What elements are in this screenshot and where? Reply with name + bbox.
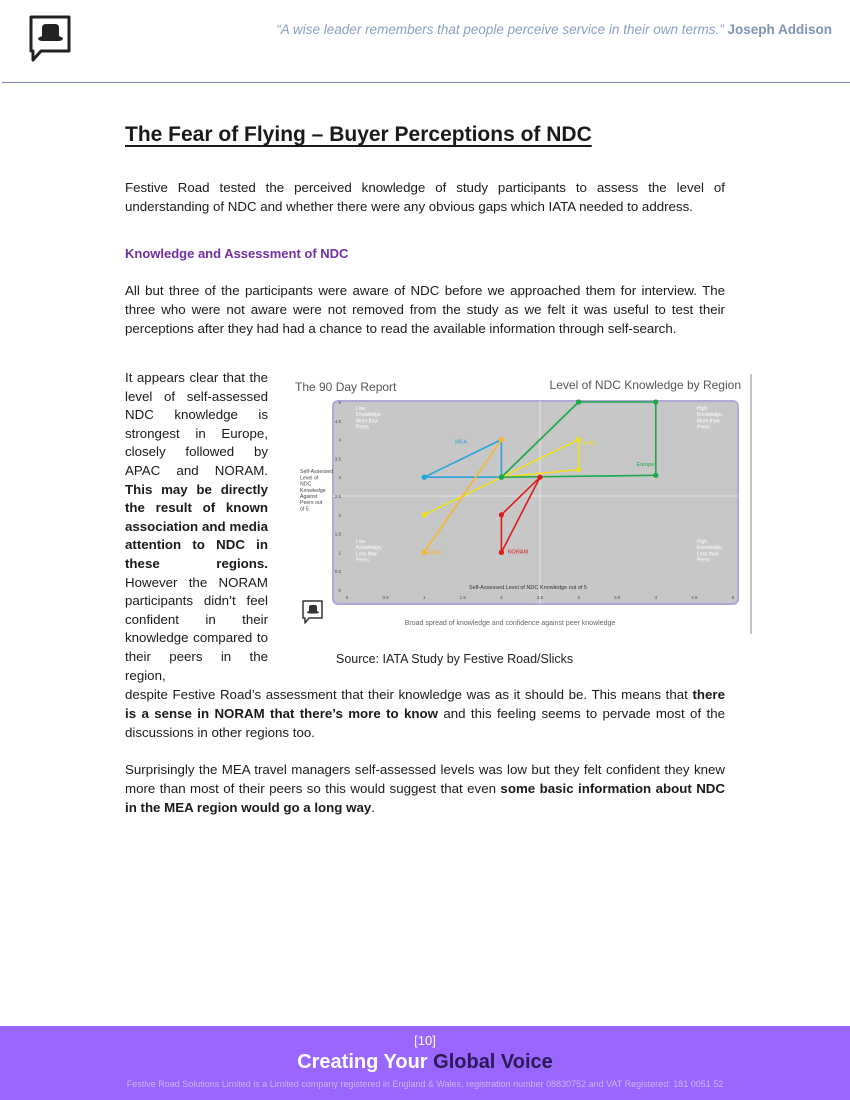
y-tick-label: 2 [338, 512, 341, 518]
quadrant-label-bottom-right: High Knowledge, Less than Peers [697, 539, 724, 564]
chart-logo-icon [303, 601, 322, 623]
x-tick-label: 0 [345, 595, 349, 600]
data-point [537, 475, 542, 480]
para3-part2: and this feeling seems to pervade most of the discussions in other regions too. [125, 706, 725, 740]
data-point [499, 550, 504, 555]
x-tick-label: 1 [422, 595, 426, 600]
header-divider [2, 82, 850, 83]
data-point [653, 473, 658, 478]
intro-paragraph: Festive Road tested the perceived knowledge of study participants to assess the level of understanding of NDC and whether there were any obvious gaps which IATA needed to address. [125, 180, 725, 214]
y-tick-label: 3 [338, 475, 341, 481]
tagline-part1: Creating Your [297, 1051, 434, 1073]
x-tick-label: 3 [577, 595, 580, 600]
y-tick-label: 5 [338, 400, 341, 405]
y-tick-label: 4.5 [334, 418, 341, 424]
data-point [422, 550, 427, 555]
para4-end: . [371, 800, 375, 815]
para3-bold: there is a sense in NORAM that there’s more to know [125, 687, 725, 721]
y-tick-label: 1.5 [334, 531, 341, 537]
chart-y-axis-label: Self-Assessed Level of NDC Knowledge Against Peers out of 5 [300, 469, 334, 513]
main-content [125, 120, 725, 338]
quote-text: “A wise leader remembers that people perceive service in their own terms.” [276, 22, 724, 37]
y-tick-label: 2.5 [334, 494, 341, 499]
y-tick-label: 4 [338, 437, 341, 443]
knowledge-chart [290, 372, 752, 634]
y-tick-label: 0 [338, 588, 341, 593]
tagline-part2: Global Voice [433, 1051, 553, 1073]
series-label: MEA [455, 439, 468, 446]
quadrant-label-top-left: Low Knowledge, More than Peers [356, 406, 383, 431]
page-number: [10] [414, 1033, 436, 1048]
x-tick-label: 4.5 [691, 595, 698, 600]
x-tick-label: 1.5 [459, 595, 466, 600]
data-point [422, 512, 427, 517]
series-label: APAC [428, 550, 443, 557]
mea-paragraph [125, 760, 725, 817]
data-point [576, 467, 581, 472]
quadrant-label-top-right: High Knowledge, More than Peers [697, 406, 724, 431]
wrap-text-bold: This may be directly the result of known association and media attention to NDC in these regions. [125, 481, 268, 571]
quote-author: Joseph Addison [727, 22, 832, 37]
data-point [499, 475, 504, 480]
section-heading: Knowledge and Assessment of NDC [125, 246, 349, 261]
x-tick-label: 2 [500, 595, 503, 600]
data-point [576, 437, 581, 442]
quadrant-label-bottom-left: Low Knowledge, Less than Peers [356, 539, 383, 564]
data-point [422, 475, 427, 480]
y-tick-label: 3.5 [334, 456, 341, 462]
data-point [499, 437, 504, 442]
awareness-paragraph: All but three of the participants were aware of NDC before we approached them for interview. The three who were not aware were not removed from the study as we felt it was useful to test their perceptions after they had had a chance to read the available information through self-search. [125, 283, 725, 336]
series-label: NORAM [507, 549, 529, 556]
page-title: The Fear of Flying – Buyer Perceptions of NDC [125, 123, 592, 146]
speech-bubble-hat-icon [28, 14, 72, 64]
chart-title: Level of NDC Knowledge by Region [549, 378, 741, 392]
data-point [499, 512, 504, 517]
x-tick-label: 0.5 [382, 595, 389, 600]
x-tick-label: 4 [654, 595, 658, 600]
chart-x-axis-label: Self-Assessed Level of NDC Knowledge out of 5 [468, 585, 588, 591]
after-figure-text [125, 685, 725, 817]
chart-subtitle: Broad spread of knowledge and confidence against peer knowledge [404, 620, 616, 627]
y-tick-label: 1 [338, 550, 341, 556]
footer [0, 1026, 850, 1100]
footer-tagline [0, 1051, 850, 1074]
series-label: APAC [582, 441, 598, 448]
x-tick-label: 3.5 [614, 595, 621, 600]
data-point [576, 399, 581, 404]
plot-area [333, 401, 738, 604]
wrap-text-part1: It appears clear that the level of self-assessed NDC knowledge is strongest in Europe, closely followed by APAC and NORAM. [125, 370, 268, 478]
series-label: Europe [636, 461, 655, 468]
x-tick-label: 2.5 [536, 595, 544, 600]
noram-paragraph [125, 685, 725, 742]
para3-part1: despite Festive Road’s assessment that their knowledge was as it should be. This means that [125, 687, 688, 702]
wrapped-paragraph [125, 369, 268, 685]
wrap-text-part2: However the NORAM participants didn’t feel confident in their knowledge compared to their peers in the region, [125, 574, 268, 683]
footer-legal: Festive Road Solutions Limited is a Limited company registered in England & Wales, registration number 08830752 and VAT Registered: 181 0051 52 [126, 1079, 724, 1089]
header-quote [276, 22, 832, 37]
figure-caption: Source: IATA Study by Festive Road/Slicks [336, 652, 574, 666]
para4-bold: some basic information about NDC in the MEA region would go a long way [125, 781, 725, 815]
x-tick-label: 5 [731, 595, 735, 600]
y-tick-label: 0.5 [334, 569, 341, 575]
para4-part1: Surprisingly the MEA travel managers self-assessed levels was low but they felt confident they knew more than most of their peers so this would suggest that even [125, 762, 725, 796]
chart-brand: The 90 Day Report [295, 380, 397, 394]
data-point [653, 399, 658, 404]
